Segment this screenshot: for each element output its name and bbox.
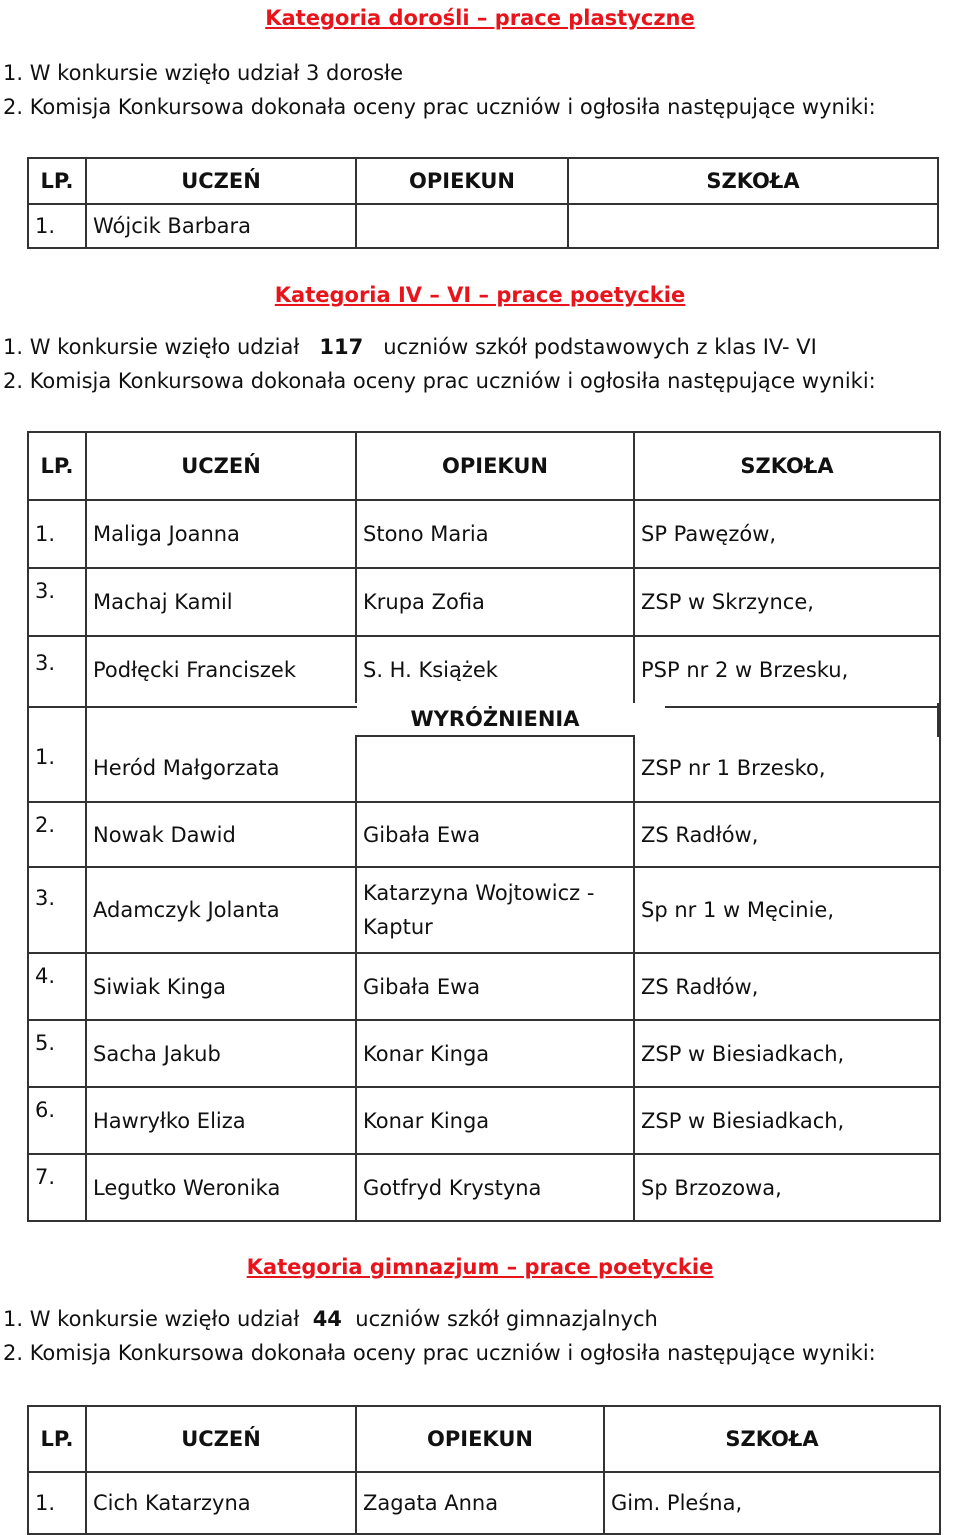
cell-lp: 7. [28, 1154, 86, 1221]
table-header-row [28, 1406, 940, 1472]
cell-lp: 1. [28, 704, 86, 802]
table-header-row [28, 432, 940, 500]
cell-uczen: Wójcik Barbara [86, 204, 356, 248]
cell-lp: 5. [28, 1020, 86, 1087]
distinctions-rule-under [357, 735, 635, 737]
table-row [28, 636, 940, 704]
header-lp: LP. [28, 432, 86, 500]
cell-lp: 4. [28, 953, 86, 1020]
cell-lp: 1. [28, 204, 86, 248]
participants-count: 44 [312, 1307, 342, 1331]
section2-participants-line [3, 335, 817, 359]
cell-opiekun: Katarzyna Wojtowicz - Kaptur [356, 867, 634, 953]
table-row [28, 867, 940, 953]
header-uczen: UCZEŃ [86, 432, 356, 500]
cell-szkola: ZSP w Biesiadkach, [634, 1087, 940, 1154]
table-row [28, 1020, 940, 1087]
participants-text-post: uczniów szkół gimnazjalnych [355, 1307, 658, 1331]
cell-lp: 1. [28, 500, 86, 568]
cell-szkola: ZSP w Biesiadkach, [634, 1020, 940, 1087]
cell-lp: 1. [28, 1472, 86, 1534]
cell-szkola: Sp Brzozowa, [634, 1154, 940, 1221]
distinctions-col-line-1 [85, 703, 87, 737]
cell-lp: 3. [28, 636, 86, 704]
cell-uczen: Maliga Joanna [86, 500, 356, 568]
section3-participants-line [3, 1307, 658, 1331]
cell-uczen: Cich Katarzyna [86, 1472, 356, 1534]
distinctions-rule-left [29, 706, 357, 708]
cell-opiekun: Stono Maria [356, 500, 634, 568]
section3-heading: Kategoria gimnazjum – prace poetyckie [246, 1255, 714, 1279]
cell-lp: 3. [28, 568, 86, 636]
section1-table [27, 157, 939, 249]
cell-uczen: Siwiak Kinga [86, 953, 356, 1020]
section2-heading: Kategoria IV – VI – prace poetyckie [274, 283, 686, 307]
distinctions-label: WYRÓŻNIENIA [410, 707, 580, 731]
cell-lp: 3. [28, 867, 86, 953]
cell-opiekun: Konar Kinga [356, 1020, 634, 1087]
header-lp: LP. [28, 1406, 86, 1472]
cell-opiekun: Konar Kinga [356, 1087, 634, 1154]
section1-results-line: 2. Komisja Konkursowa dokonała oceny prac uczniów i ogłosiła następujące wyniki: [3, 95, 876, 119]
cell-opiekun: Zagata Anna [356, 1472, 604, 1534]
distinctions-rule-right [665, 706, 939, 708]
distinctions-edge-right [937, 703, 939, 737]
cell-uczen: Machaj Kamil [86, 568, 356, 636]
cell-opiekun: Gibała Ewa [356, 953, 634, 1020]
table-row [28, 568, 940, 636]
table-row [28, 1472, 940, 1534]
header-szkola: SZKOŁA [634, 432, 940, 500]
cell-opiekun: Gibała Ewa [356, 802, 634, 867]
distinctions-col-line-2 [355, 735, 357, 737]
table-row [28, 802, 940, 867]
participants-text-pre: 1. W konkursie wzięło udział [3, 1307, 300, 1331]
cell-uczen: Hawryłko Eliza [86, 1087, 356, 1154]
table-row [28, 204, 938, 248]
cell-uczen: Nowak Dawid [86, 802, 356, 867]
section1-participants-line: 1. W konkursie wzięło udział 3 dorosłe [3, 61, 404, 85]
participants-count: 117 [319, 335, 364, 359]
distinctions-edge-left [27, 703, 29, 737]
table-row [28, 1154, 940, 1221]
cell-lp: 2. [28, 802, 86, 867]
header-szkola: SZKOŁA [568, 158, 938, 204]
section1-heading: Kategoria dorośli – prace plastyczne [265, 6, 695, 30]
cell-szkola: ZS Radłów, [634, 802, 940, 867]
cell-uczen: Podłęcki Franciszek [86, 636, 356, 704]
header-opiekun: OPIEKUN [356, 158, 568, 204]
cell-uczen: Sacha Jakub [86, 1020, 356, 1087]
cell-szkola: ZSP nr 1 Brzesko, [634, 704, 940, 802]
table-header-row [28, 158, 938, 204]
cell-opiekun: Krupa Zofia [356, 568, 634, 636]
header-uczen: UCZEŃ [86, 158, 356, 204]
cell-szkola [568, 204, 938, 248]
cell-opiekun [356, 204, 568, 248]
cell-opiekun: S. H. Książek [356, 636, 634, 704]
header-szkola: SZKOŁA [604, 1406, 940, 1472]
table-row [28, 953, 940, 1020]
participants-text-pre: 1. W konkursie wzięło udział [3, 335, 300, 359]
cell-szkola: ZSP w Skrzynce, [634, 568, 940, 636]
cell-szkola: SP Pawęzów, [634, 500, 940, 568]
header-opiekun: OPIEKUN [356, 432, 634, 500]
header-uczen: UCZEŃ [86, 1406, 356, 1472]
cell-opiekun: Gotfryd Krystyna [356, 1154, 634, 1221]
section2-table [27, 431, 941, 1222]
section3-results-line: 2. Komisja Konkursowa dokonała oceny prac uczniów i ogłosiła następujące wyniki: [3, 1341, 876, 1365]
table-row [28, 1087, 940, 1154]
cell-uczen: Legutko Weronika [86, 1154, 356, 1221]
cell-szkola: Gim. Pleśna, [604, 1472, 940, 1534]
cell-uczen: Heród Małgorzata [86, 704, 356, 802]
cell-lp: 6. [28, 1087, 86, 1154]
header-opiekun: OPIEKUN [356, 1406, 604, 1472]
section2-results-line: 2. Komisja Konkursowa dokonała oceny prac uczniów i ogłosiła następujące wyniki: [3, 369, 876, 393]
participants-text-post: uczniów szkół podstawowych z klas IV- VI [383, 335, 817, 359]
header-lp: LP. [28, 158, 86, 204]
cell-szkola: PSP nr 2 w Brzesku, [634, 636, 940, 704]
table-row [28, 500, 940, 568]
section3-table [27, 1405, 941, 1535]
cell-szkola: Sp nr 1 w Męcinie, [634, 867, 940, 953]
cell-szkola: ZS Radłów, [634, 953, 940, 1020]
cell-uczen: Adamczyk Jolanta [86, 867, 356, 953]
